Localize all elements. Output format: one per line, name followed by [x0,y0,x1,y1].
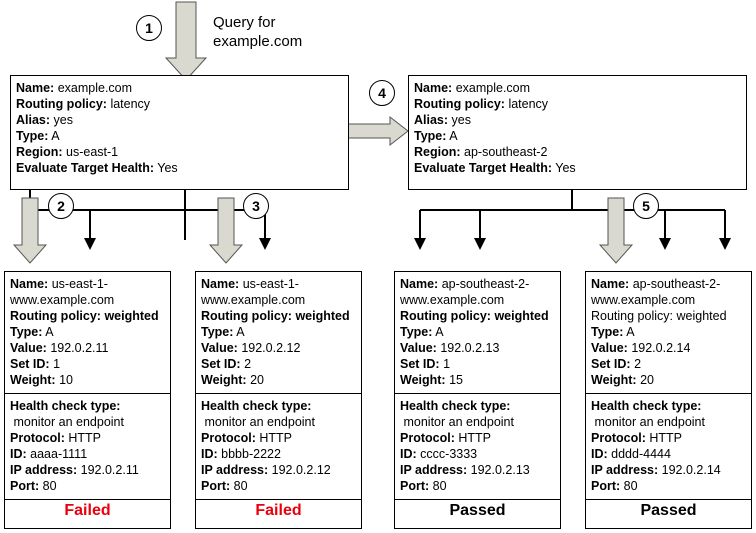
leaf-2-id: bbbb-2222 [221,447,281,461]
label-id: ID: [591,447,608,461]
label-alias: Alias: [16,113,51,127]
leaf-1-set-id: 1 [53,357,61,371]
alias-0-name: example.com [57,81,133,95]
leaf-3-protocol: HTTP [458,431,491,445]
label-routing-policy: Routing policy: [201,309,292,323]
label-evaluate-target-health: Evaluate Target Health: [16,161,155,175]
leaf-2-set-id: 2 [244,357,252,371]
label-evaluate-target-health: Evaluate Target Health: [414,161,553,175]
step-marker-2: 2 [48,193,74,219]
label-region: Region: [16,145,63,159]
leaf-4-status-badge: Passed [640,502,697,519]
query-title [213,13,383,51]
label-port: Port: [591,479,621,493]
leaf-2-ip-address: 192.0.2.12 [271,463,331,477]
label-weight: Weight: [201,373,247,387]
label-ip-address: IP address: [400,463,468,477]
leaf-2-health-check-type: monitor an endpoint [204,415,315,429]
leaf-3-id: cccc-3333 [420,447,478,461]
label-type: Type: [414,129,447,143]
leaf-1-value: 192.0.2.11 [50,341,109,355]
label-ip-address: IP address: [201,463,269,477]
alias-1-alias: yes [451,113,471,127]
leaf-1-weight: 10 [59,373,73,387]
alias-record-us-east-1 [10,75,349,190]
leaf-4-name-line1: ap-southeast-2- [632,277,721,291]
leaf-4-protocol: HTTP [649,431,682,445]
label-ip-address: IP address: [10,463,78,477]
leaf-1-protocol: HTTP [68,431,101,445]
leaf-2-status-badge: Failed [255,502,302,519]
label-ip-address: IP address: [591,463,659,477]
leaf-3-set-id: 1 [443,357,451,371]
leaf-1-routing-policy: weighted [104,309,159,323]
label-id: ID: [201,447,218,461]
leaf-1-name-line2: www.example.com [10,293,115,307]
leaf-1-port: 80 [42,479,57,493]
leaf-3-routing-policy: weighted [494,309,549,323]
label-protocol: Protocol: [10,431,65,445]
label-type: Type: [591,325,624,339]
label-health-check-type: Health check type: [591,399,702,413]
label-value: Value: [591,341,628,355]
label-port: Port: [10,479,40,493]
leaf-2-name-line1: us-east-1- [242,277,299,291]
leaf-3-health-check-type: monitor an endpoint [403,415,514,429]
alias-0-evaluate-target-health: Yes [157,161,178,175]
leaf-4-value: 192.0.2.14 [631,341,691,355]
leaf-2-protocol: HTTP [259,431,292,445]
leaf-1-id: aaaa-1111 [30,447,88,461]
label-type: Type: [201,325,234,339]
label-port: Port: [201,479,231,493]
leaf-1-status-badge: Failed [64,502,111,519]
label-name: Name: [400,277,439,291]
label-type: Type: [400,325,433,339]
alias-1-region: ap-southeast-2 [464,145,548,159]
label-routing-policy: Routing policy: [10,309,101,323]
leaf-4-health-check-type: monitor an endpoint [594,415,705,429]
alias-0-routing-policy: latency [110,97,151,111]
leaf-record-1 [4,271,171,529]
label-health-check-type: Health check type: [400,399,511,413]
leaf-2-name-line2: www.example.com [201,293,306,307]
leaf-3-type: A [435,325,444,339]
label-set-id: Set ID: [591,357,631,371]
leaf-2-routing-policy: weighted [295,309,350,323]
leaf-record-3 [394,271,561,529]
leaf-1-health-check-type: monitor an endpoint [13,415,124,429]
leaf-4-ip-address: 192.0.2.14 [661,463,721,477]
label-health-check-type: Health check type: [10,399,121,413]
leaf-3-name-line1: ap-southeast-2- [441,277,530,291]
label-id: ID: [10,447,27,461]
alias-0-alias: yes [53,113,73,127]
leaf-3-ip-address: 192.0.2.13 [470,463,530,477]
step-marker-5: 5 [633,193,659,219]
alias-1-evaluate-target-health: Yes [555,161,576,175]
leaf-4-id: dddd-4444 [611,447,671,461]
label-protocol: Protocol: [201,431,256,445]
alias-1-name: example.com [455,81,531,95]
label-set-id: Set ID: [201,357,241,371]
alias-0-region: us-east-1 [66,145,119,159]
alias-1-type: A [449,129,458,143]
leaf-2-type: A [236,325,245,339]
leaf-1-ip-address: 192.0.2.11 [80,463,139,477]
label-name: Name: [16,81,55,95]
leaf-3-value: 192.0.2.13 [440,341,500,355]
label-region: Region: [414,145,461,159]
label-value: Value: [400,341,437,355]
alias-1-routing-policy: latency [508,97,549,111]
leaf-3-port: 80 [432,479,447,493]
leaf-1-type: A [45,325,54,339]
label-type: Type: [10,325,43,339]
label-routing-policy: Routing policy: [414,97,505,111]
label-name: Name: [591,277,630,291]
label-value: Value: [201,341,238,355]
query-title-line2: example.com [213,33,303,50]
label-alias: Alias: [414,113,449,127]
leaf-3-status-badge: Passed [449,502,506,519]
label-name: Name: [414,81,453,95]
label-type: Type: [16,129,49,143]
leaf-4-name-line2: www.example.com [591,293,696,307]
leaf-2-value: 192.0.2.12 [241,341,301,355]
alias-record-ap-southeast-2 [408,75,747,190]
alias-0-type: A [51,129,60,143]
leaf-3-name-line2: www.example.com [400,293,505,307]
label-weight: Weight: [591,373,637,387]
leaf-2-port: 80 [233,479,248,493]
label-routing-policy: Routing policy: [400,309,491,323]
leaf-3-weight: 15 [449,373,463,387]
leaf-2-weight: 20 [250,373,264,387]
leaf-record-2 [195,271,362,529]
label-weight: Weight: [10,373,56,387]
leaf-4-weight: 20 [640,373,654,387]
leaf-4-set-id: 2 [634,357,642,371]
leaf-4-routing-policy: weighted [676,309,727,323]
leaf-1-name-line1: us-east-1- [51,277,108,291]
label-protocol: Protocol: [591,431,646,445]
step-marker-3: 3 [243,193,269,219]
label-id: ID: [400,447,417,461]
query-title-line1: Query for [213,14,276,31]
label-weight: Weight: [400,373,446,387]
leaf-4-type: A [626,325,635,339]
label-set-id: Set ID: [400,357,440,371]
label-port: Port: [400,479,430,493]
label-routing-policy: Routing policy: [591,309,673,323]
step-marker-4: 4 [369,80,395,106]
label-set-id: Set ID: [10,357,50,371]
label-value: Value: [10,341,47,355]
leaf-record-4 [585,271,752,529]
label-health-check-type: Health check type: [201,399,312,413]
leaf-4-port: 80 [623,479,638,493]
label-name: Name: [10,277,49,291]
step-marker-1: 1 [136,15,162,41]
label-name: Name: [201,277,240,291]
label-routing-policy: Routing policy: [16,97,107,111]
label-protocol: Protocol: [400,431,455,445]
